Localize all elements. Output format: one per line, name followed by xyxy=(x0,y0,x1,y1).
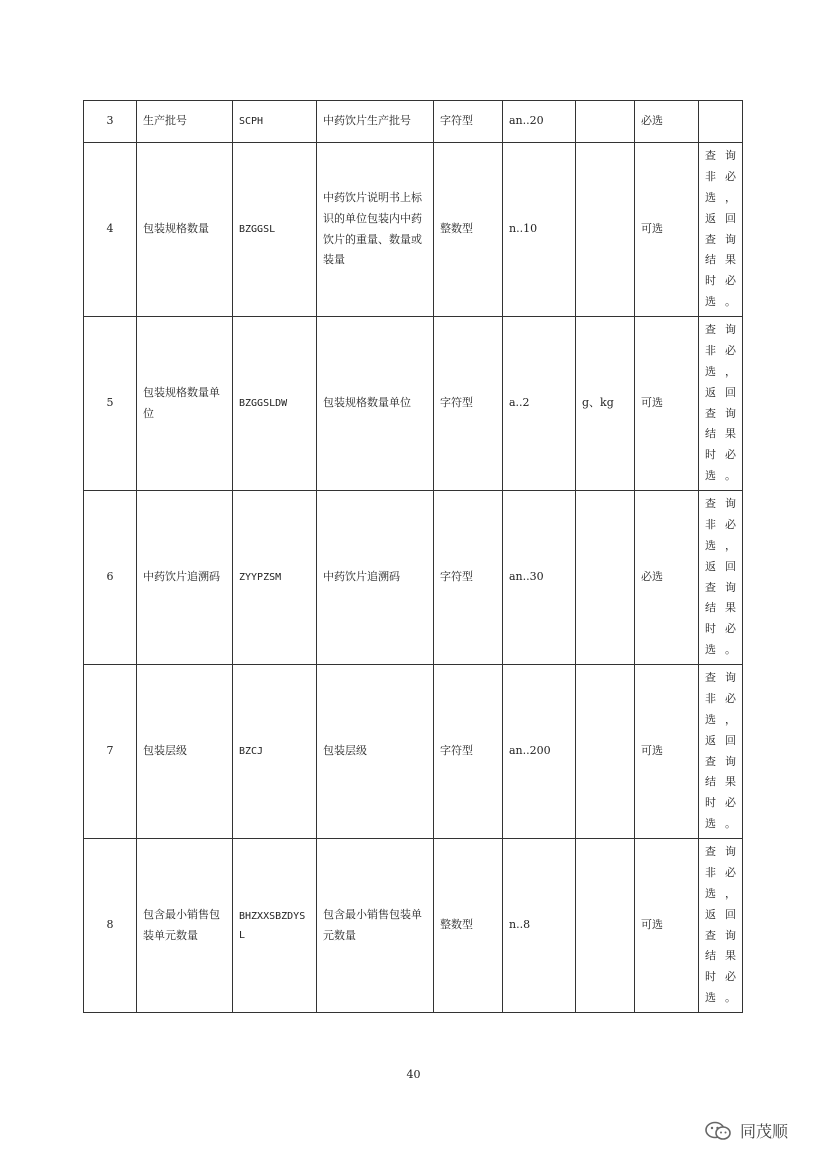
unit-values: g、kg xyxy=(576,317,635,491)
element-name: 包装规格数量单位 xyxy=(137,317,233,491)
element-code: BZCJ xyxy=(233,665,317,839)
watermark-text: 同茂顺 xyxy=(740,1122,789,1141)
element-name: 生产批号 xyxy=(137,101,233,143)
value-format: an..20 xyxy=(503,101,576,143)
watermark xyxy=(704,1119,788,1142)
required-flag: 可选 xyxy=(635,665,699,839)
element-name: 中药饮片追溯码 xyxy=(137,491,233,665)
data-type: 字符型 xyxy=(434,491,503,665)
data-type: 字符型 xyxy=(434,665,503,839)
element-description: 包装规格数量单位 xyxy=(317,317,434,491)
element-code: ZYYPZSM xyxy=(233,491,317,665)
required-flag: 必选 xyxy=(635,101,699,143)
unit-values xyxy=(576,101,635,143)
unit-values xyxy=(576,491,635,665)
table-row xyxy=(84,839,743,1013)
data-type: 整数型 xyxy=(434,839,503,1013)
remarks: 查询非必选，返回查询结果时必选。 xyxy=(699,839,743,1013)
table-row xyxy=(84,665,743,839)
element-description: 中药饮片说明书上标识的单位包装内中药饮片的重量、数量或装量 xyxy=(317,143,434,317)
table-row xyxy=(84,317,743,491)
value-format: an..200 xyxy=(503,665,576,839)
element-description: 中药饮片追溯码 xyxy=(317,491,434,665)
required-flag: 必选 xyxy=(635,491,699,665)
required-flag: 可选 xyxy=(635,839,699,1013)
value-format: n..8 xyxy=(503,839,576,1013)
value-format: n..10 xyxy=(503,143,576,317)
row-index: 7 xyxy=(84,665,137,839)
element-code: BZGGSL xyxy=(233,143,317,317)
row-index: 5 xyxy=(84,317,137,491)
element-code: SCPH xyxy=(233,101,317,143)
element-description: 包含最小销售包装单元数量 xyxy=(317,839,434,1013)
value-format: an..30 xyxy=(503,491,576,665)
remarks: 查询非必选，返回查询结果时必选。 xyxy=(699,143,743,317)
element-description: 包装层级 xyxy=(317,665,434,839)
element-name: 包含最小销售包装单元数量 xyxy=(137,839,233,1013)
element-code: BZGGSLDW xyxy=(233,317,317,491)
required-flag: 可选 xyxy=(635,143,699,317)
wechat-official-account-icon xyxy=(704,1120,732,1142)
page-number: 40 xyxy=(406,1068,421,1081)
table-row xyxy=(84,491,743,665)
unit-values xyxy=(576,143,635,317)
row-index: 8 xyxy=(84,839,137,1013)
remarks: 查询非必选，返回查询结果时必选。 xyxy=(699,491,743,665)
remarks: 查询非必选，返回查询结果时必选。 xyxy=(699,317,743,491)
element-name: 包装规格数量 xyxy=(137,143,233,317)
element-code: BHZXXSBZDYSL xyxy=(233,839,317,1013)
data-type: 字符型 xyxy=(434,101,503,143)
remarks: 查询非必选，返回查询结果时必选。 xyxy=(699,665,743,839)
unit-values xyxy=(576,839,635,1013)
data-element-table xyxy=(83,100,743,1013)
remarks xyxy=(699,101,743,143)
row-index: 4 xyxy=(84,143,137,317)
table-row xyxy=(84,101,743,143)
unit-values xyxy=(576,665,635,839)
data-type: 字符型 xyxy=(434,317,503,491)
element-name: 包装层级 xyxy=(137,665,233,839)
data-type: 整数型 xyxy=(434,143,503,317)
table-row xyxy=(84,143,743,317)
row-index: 3 xyxy=(84,101,137,143)
element-description: 中药饮片生产批号 xyxy=(317,101,434,143)
required-flag: 可选 xyxy=(635,317,699,491)
row-index: 6 xyxy=(84,491,137,665)
value-format: a..2 xyxy=(503,317,576,491)
